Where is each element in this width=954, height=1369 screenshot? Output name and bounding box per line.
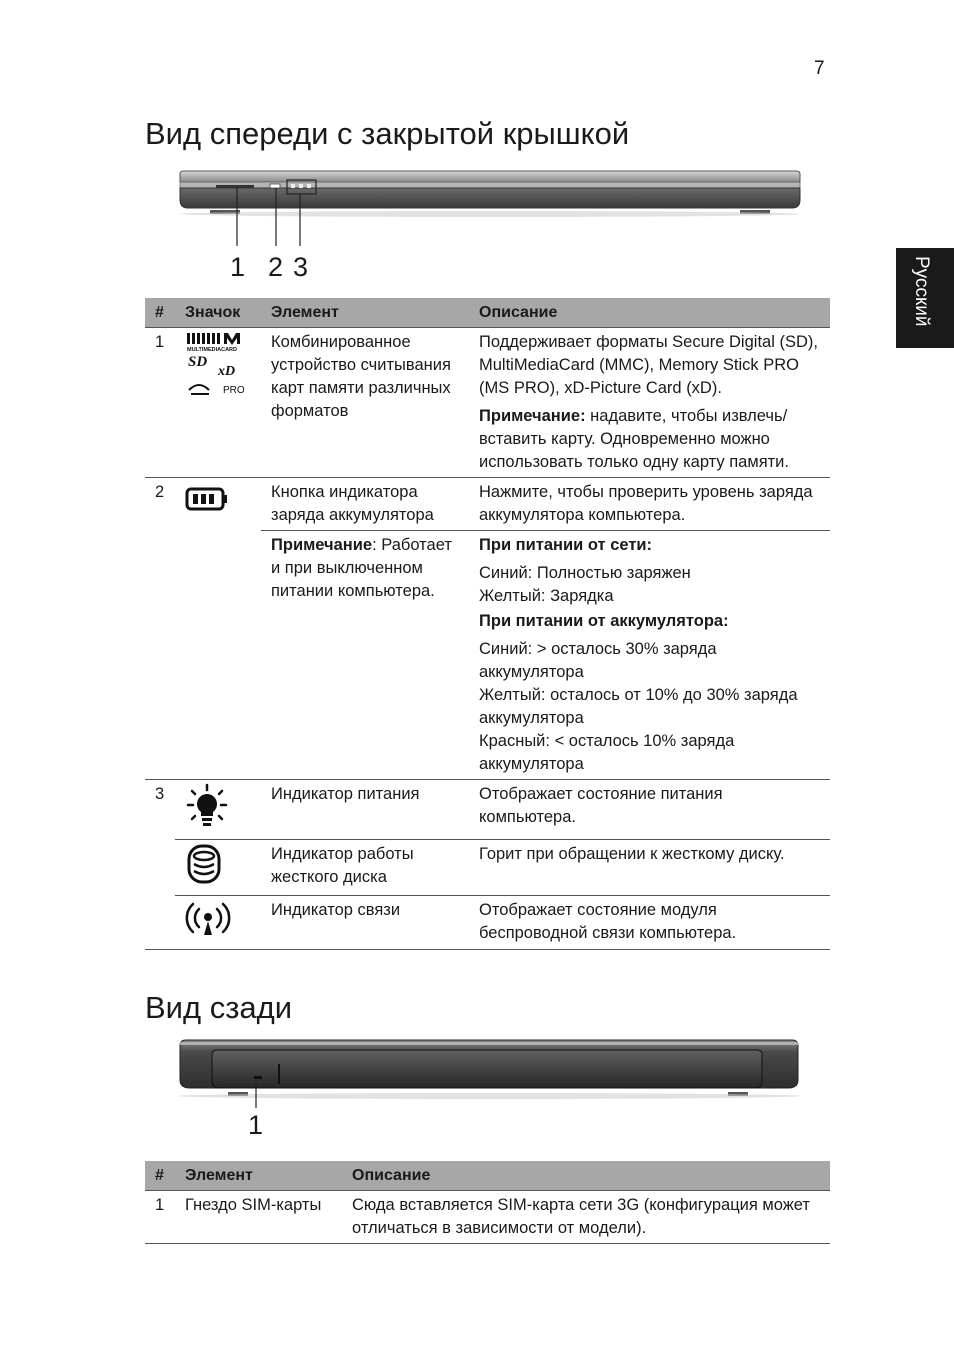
- battery-line: Желтый: осталось от 10% до 30% заряда аккумулятора: [479, 685, 798, 727]
- ac-line: Синий: Полностью заряжен: [479, 563, 691, 582]
- table-row: [145, 327, 830, 477]
- row-element: Индикатор связи: [261, 895, 469, 949]
- svg-text:PRO: PRO: [223, 384, 245, 396]
- table-row: [145, 477, 830, 530]
- svg-text:SD: SD: [188, 353, 208, 370]
- table-row: [145, 839, 830, 895]
- row-element: Индикатор работы жесткого диска: [261, 839, 469, 895]
- row-description: Сюда вставляется SIM-карта сети 3G (конфигурация может отличаться в зависимости от модели).: [342, 1190, 830, 1243]
- row-description: Отображает состояние модуля беспроводной связи компьютера.: [469, 895, 830, 949]
- section-title-front: Вид спереди с закрытой крышкой: [145, 116, 630, 151]
- rear-callout-1: 1: [248, 1110, 264, 1140]
- power-indicator-icon: [185, 783, 229, 836]
- rear-view-table: [145, 1161, 830, 1244]
- row-description: Горит при обращении к жесткому диску.: [469, 839, 830, 895]
- battery-icon: [185, 487, 229, 518]
- header-num: #: [145, 1161, 175, 1190]
- ac-power-title: При питании от сети:: [479, 535, 653, 554]
- row-description: Поддерживает форматы Secure Digital (SD), MultiMediaCard (MMC), Memory Stick PRO (MS PRO), xD-Picture Card (xD).: [479, 332, 818, 397]
- row-num: 3: [155, 784, 165, 803]
- header-element: Элемент: [175, 1161, 342, 1190]
- ac-line: Желтый: Зарядка: [479, 586, 614, 605]
- wireless-indicator-icon: [185, 899, 231, 946]
- language-tab: [896, 248, 954, 348]
- note-label: Примечание: [271, 535, 373, 554]
- language-tab-label: Русский: [911, 256, 932, 327]
- row-element: Комбинированное устройство считывания карт памяти различных форматов: [261, 327, 469, 477]
- row-num: 1: [145, 1190, 175, 1243]
- svg-text:xD: xD: [218, 363, 236, 379]
- table-row: [145, 779, 830, 839]
- note-label: Примечание:: [479, 406, 586, 425]
- laptop-front-drawing: [170, 168, 810, 288]
- section-title-rear: Вид сзади: [145, 990, 293, 1025]
- row-description: Нажмите, чтобы проверить уровень заряда аккумулятора компьютера.: [469, 477, 830, 530]
- header-description: Описание: [342, 1161, 830, 1190]
- row-num: 2: [155, 482, 165, 501]
- table-header-row: [145, 298, 830, 327]
- page-number: 7: [814, 58, 825, 79]
- header-icon: Значок: [175, 298, 261, 327]
- row-num: 1: [145, 327, 175, 477]
- row-element: Индикатор питания: [261, 779, 469, 839]
- row-element: Кнопка индикатора заряда аккумулятора: [261, 477, 469, 530]
- laptop-rear-view-image: [168, 1036, 818, 1146]
- table-header-row: [145, 1161, 830, 1190]
- row-note: [479, 405, 824, 474]
- battery-line: Синий: > осталось 30% заряда аккумулятора: [479, 639, 717, 681]
- laptop-rear-drawing: [168, 1036, 818, 1146]
- table-row: [145, 1190, 830, 1243]
- battery-line: Красный: < осталось 10% заряда аккумулятора: [479, 731, 735, 773]
- table-row: [145, 530, 830, 779]
- header-element: Элемент: [261, 298, 469, 327]
- front-callout-2: 2: [268, 252, 284, 282]
- card-reader-icon: [185, 331, 251, 404]
- table-row: [145, 895, 830, 949]
- front-callout-1: 1: [230, 252, 246, 282]
- front-callout-3: 3: [293, 252, 309, 282]
- hdd-indicator-icon: [185, 843, 225, 892]
- svg-text:MULTIMEDIACARD: MULTIMEDIACARD: [187, 346, 238, 353]
- row-description: Отображает состояние питания компьютера.: [469, 779, 830, 839]
- note-text: надавите, чтобы извлечь/вставить карту. Одновременно можно использовать только одну карту памяти.: [479, 406, 789, 471]
- header-num: #: [145, 298, 175, 327]
- note-text: : Работает и при выключенном питании компьютера.: [271, 535, 452, 600]
- battery-power-title: При питании от аккумулятора:: [479, 611, 729, 630]
- row-element: Гнездо SIM-карты: [175, 1190, 342, 1243]
- laptop-front-view-image: [170, 168, 810, 288]
- header-description: Описание: [469, 298, 830, 327]
- front-view-table: [145, 298, 830, 950]
